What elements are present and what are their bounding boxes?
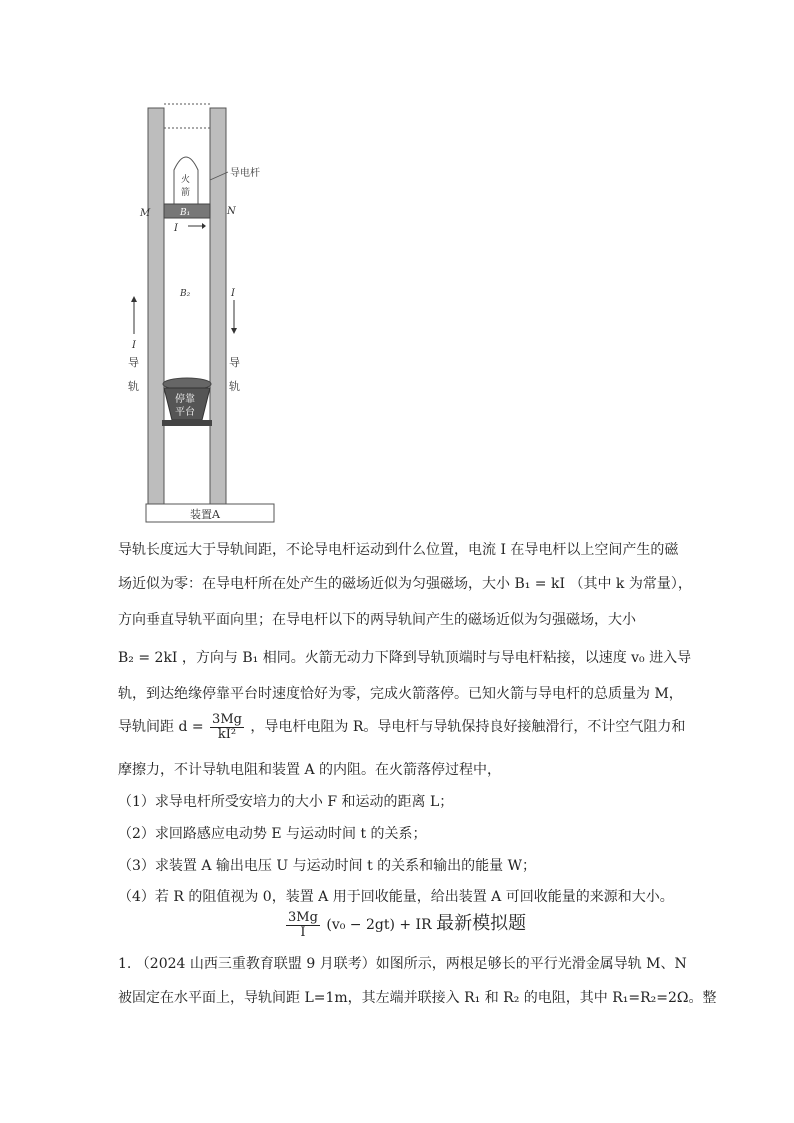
label-rail-left-2: 轨 bbox=[128, 380, 139, 393]
label-b2: B₂ bbox=[180, 289, 191, 299]
right-rail bbox=[210, 108, 226, 508]
answer-line bbox=[284, 906, 584, 943]
label-platform-1: 停靠 bbox=[175, 394, 195, 405]
answer-fraction-num: 3Mg bbox=[288, 909, 318, 925]
label-n: N bbox=[227, 206, 236, 217]
label-conductor-rod: 导电杆 bbox=[230, 168, 260, 179]
section-heading: 最新模拟题 bbox=[436, 913, 527, 934]
question-1: （1）求导电杆所受安培力的大小 F 和运动的距离 L； bbox=[118, 794, 454, 810]
distance-formula-post: ，导电杆电阻为 R。导电杆与导轨保持良好接触滑行，不计空气阻力和 bbox=[250, 719, 686, 735]
label-rocket-2: 箭 bbox=[181, 188, 191, 198]
problem-line-1: 导轨长度远大于导轨间距，不论导电杆运动到什么位置，电流 I 在导电杆以上空间产生的磁 bbox=[118, 542, 679, 558]
next-problem-line-1: 1. （2024 山西三重教育联盟 9 月联考）如图所示，两根足够长的平行光滑金属导轨 M、N bbox=[118, 956, 687, 972]
label-rail-left-1: 导 bbox=[128, 356, 139, 369]
distance-fraction bbox=[210, 713, 244, 742]
question-2: （2）求回路感应电动势 E 与运动时间 t 的关系； bbox=[118, 826, 427, 842]
problem-line-2: 场近似为零：在导电杆所在处产生的磁场近似为匀强磁场，大小 B₁ = kI （其中 k 为常量）， bbox=[118, 576, 692, 592]
question-4: （4）若 R 的阻值视为 0，装置 A 用于回收能量，给出装置 A 可回收能量的来源和大小。 bbox=[118, 889, 674, 905]
label-b1: B₁ bbox=[180, 208, 191, 218]
label-m: M bbox=[140, 208, 151, 219]
problem-line-3: 方向垂直导轨平面向里；在导电杆以下的两导轨间产生的磁场近似为匀强磁场，大小 bbox=[118, 612, 636, 628]
answer-expression: (v₀ − 2gt) + IR bbox=[326, 917, 432, 933]
label-rocket-1: 火 bbox=[181, 175, 191, 185]
distance-fraction-num: 3Mg bbox=[212, 711, 242, 727]
label-rail-right-1: 导 bbox=[229, 356, 240, 369]
label-device-a: 装置A bbox=[190, 508, 220, 521]
next-problem-line-2: 被固定在水平面上，导轨间距 L=1m，其左端并联接入 R₁ 和 R₂ 的电阻，其中 R₁=R₂=2Ω。整 bbox=[118, 990, 717, 1006]
problem-line-7: 摩擦力，不计导轨电阻和装置 A 的内阻。在火箭落停过程中， bbox=[118, 762, 502, 778]
problem-line-5: 轨，到达绝缘停靠平台时速度恰好为零，完成火箭落停。已知火箭与导电杆的总质量为 M， bbox=[118, 686, 683, 702]
question-3: （3）求装置 A 输出电压 U 与运动时间 t 的关系和输出的能量 W； bbox=[118, 858, 536, 874]
label-i-left: I bbox=[132, 340, 136, 351]
distance-formula-pre: 导轨间距 d = bbox=[118, 719, 204, 735]
problem-line-4: B₂ = 2kI ，方向与 B₁ 相同。火箭无动力下降到导轨顶端时与导电杆粘接，以速度 v₀ 进入导 bbox=[118, 650, 692, 666]
label-rail-right-2: 轨 bbox=[229, 380, 240, 393]
problem-line-6 bbox=[118, 711, 686, 742]
distance-fraction-den: kI² bbox=[217, 726, 237, 742]
rocket-landing-figure bbox=[118, 100, 278, 525]
left-rail bbox=[148, 108, 164, 508]
label-platform-2: 平台 bbox=[175, 407, 195, 418]
label-i-right: I bbox=[231, 288, 235, 299]
answer-fraction-den: I bbox=[300, 924, 306, 940]
answer-fraction bbox=[286, 911, 320, 940]
label-i-rod: I bbox=[174, 223, 178, 234]
